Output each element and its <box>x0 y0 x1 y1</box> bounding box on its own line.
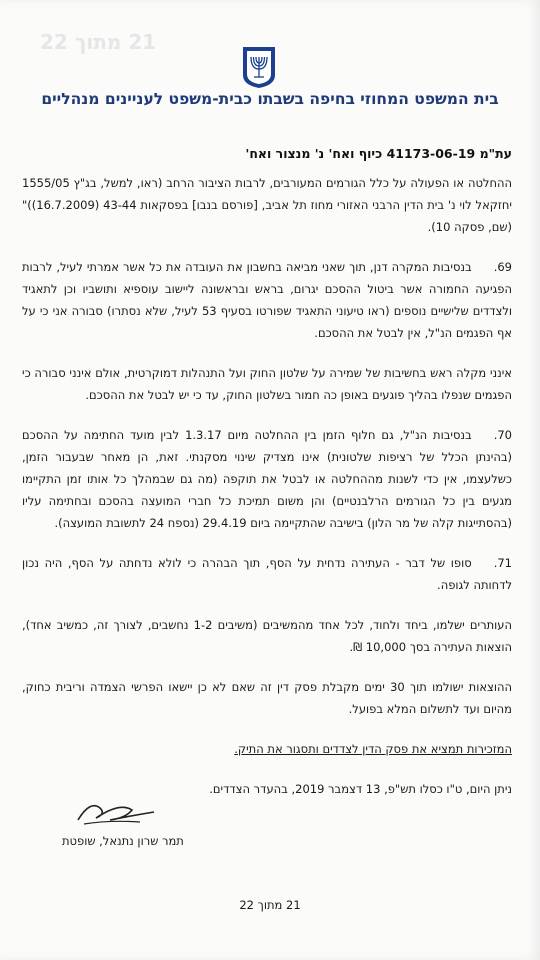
page-number: 21 מתוך 22 <box>239 898 301 912</box>
paragraph-number: 69. <box>493 260 512 274</box>
paragraph-text: ניתן היום, ט"ו כסלו תש"פ, 13 דצמבר 2019, בהעדר הצדדים. <box>209 782 512 796</box>
paragraph-continuation <box>22 172 512 238</box>
paragraph-text: בנסיבות הנ"ל, גם חלוף הזמן בין ההחלטה מיום 1.3.17 לבין מועד החתימה על ההסכם (בהינתן הכלל של רציפות שלטונית) אינו מצדיק שינוי מסקנתי. זאת, הן מאחר שבעבור הזמן, כשלעצמו, אין כדי לשנות מההחלטה או לבטל את תוקפה (מה גם שבמהלך כל אותו זמן התקיימו מגעים בין כל הגורמים הרלבנטיים) והן משום תמיכת כל חברי המועצה בהסכם ובחתימה עליו (בהסתייגות קלה של מר הלון) בישיבה שהתקיימה ביום 29.4.19 (נספח 24 לתשובת המועצה). <box>22 428 512 530</box>
paragraph-71 <box>22 552 512 596</box>
paragraph-text: ההחלטה או הפעולה על כלל הגורמים המעורבים, לרבות הציבור הרחב (ראו, למשל, בג"ץ 1555/05 יחזקאל לוי נ' בית הדין הרבני האזורי מחוז תל אביב, [פורסם בנבו] בפסקאות 43-44 (16.7.2009))" (שם, פסקה 10). <box>22 176 512 234</box>
paragraph-70 <box>22 424 512 534</box>
paragraph-text: העותרים ישלמו, ביחד ולחוד, לכל אחד מהמשיבים (משיבים 1-2 נחשבים, לצורך זה, כמשיב אחד), הוצאות העתירה בסך 10,000 ₪. <box>22 618 512 654</box>
paragraph-text: סופו של דבר - העתירה נדחית על הסף, תוך הבהרה כי לולא נדחתה על הסף, היה נכון לדחותה לגופה. <box>22 556 512 592</box>
menorah-emblem-icon <box>241 45 277 89</box>
paragraph-number: 71. <box>493 556 512 570</box>
paragraph-number: 70. <box>493 428 512 442</box>
signature-icon <box>70 790 160 830</box>
court-title: בית המשפט המחוזי בחיפה בשבתו כבית-משפט לעניינים מנהליים <box>41 90 499 108</box>
paragraph-secretariat <box>22 738 512 760</box>
case-number-line: עת"מ 41173-06-19 כיוף ואח' נ' מנצור ואח' <box>245 146 512 161</box>
paragraph-costs-payment <box>22 676 512 720</box>
paragraph-costs <box>22 614 512 658</box>
paragraph-rule-of-law <box>22 362 512 406</box>
paragraph-text: אינני מקלה ראש בחשיבות של שמירה על שלטון החוק ועל התנהלות דמוקרטית, אולם אינני סבורה כי הפגמים שנפלו בהליך פוגעים באופן כה חמור בשלטון החוק, עד כי יש לבטל את ההסכם. <box>22 366 512 402</box>
paragraph-text: בנסיבות המקרה דנן, תוך שאני מביאה בחשבון את העובדה את כל אשר אמרתי לעיל, לרבות הפגיעה החמורה אשר ביטול ההסכם יגרום, בראש ובראשונה ליישוב עוספיא ותושביו וכן לתאגיד ולצדדים שלישיים נוספים (ראו טיעוני התאגיד שפורטו בסעיף 53 לעיל, שלא נסתרו) סבורה אני כי על אף הפגמים הנ"ל, אין לבטל את ההסכם. <box>22 260 512 340</box>
bleed-through-page-marker: 21 מתוך 22 <box>40 30 157 54</box>
paragraph-69 <box>22 256 512 344</box>
judgment-body <box>22 172 512 818</box>
paragraph-text: ההוצאות ישולמו תוך 30 ימים מקבלת פסק דין זה שאם לא כן יישאו הפרשי הצמדה וריבית כחוק, מהיום ועד לתשלום המלא בפועל. <box>22 680 512 716</box>
judge-name: תמר שרון נתנאל, שופטת <box>62 834 184 848</box>
paragraph-text: המזכירות תמציא את פסק הדין לצדדים ותסגור את התיק. <box>234 742 512 756</box>
